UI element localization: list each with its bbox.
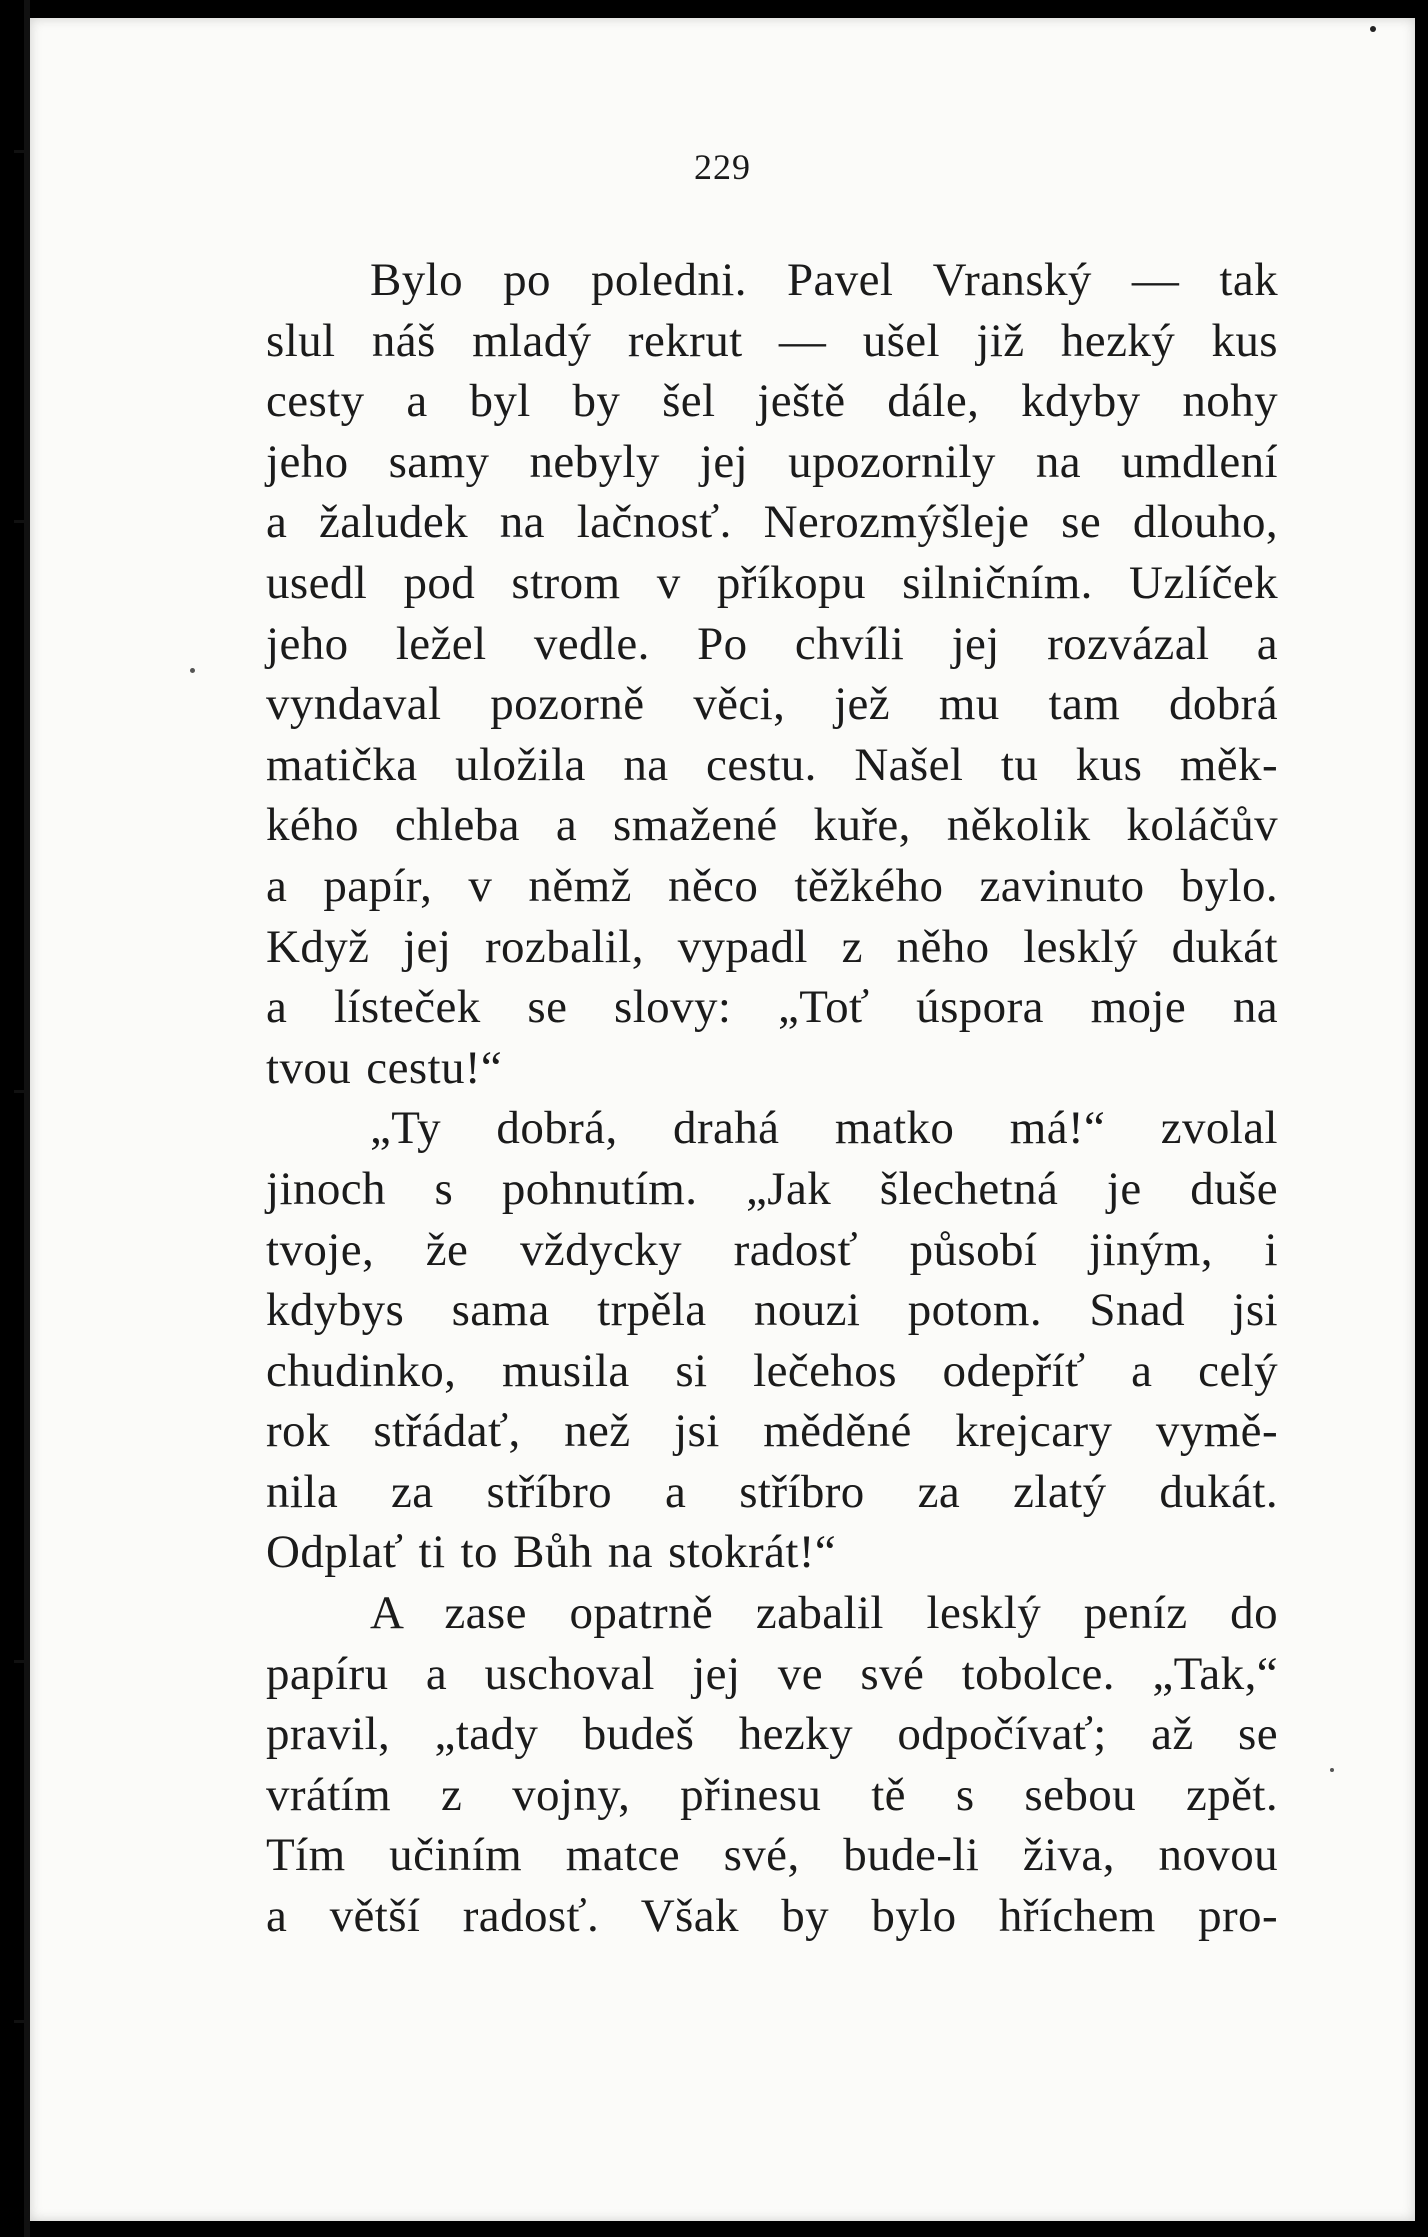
text-line: tvoje, že vždycky radosť působí jiným, i — [266, 1223, 1278, 1276]
text-line: chudinko, musila si lečehos odepříť a celý — [266, 1344, 1278, 1397]
text-line: rok střádať, než jsi měděné krejcary vymě- — [266, 1405, 1278, 1458]
text-line: vrátím z vojny, přinesu tě s sebou zpět. — [266, 1768, 1278, 1821]
text-line: a větší radosť. Však by bylo hříchem pro- — [266, 1890, 1278, 1943]
page-number: 229 — [694, 147, 751, 187]
text-line: a papír, v němž něco těžkého zavinuto bylo. — [266, 859, 1278, 912]
paper-speck — [1370, 26, 1376, 32]
text-line: a žaludek na lačnosť. Nerozmýšleje se dlouho, — [266, 496, 1278, 549]
text-line: vyndaval pozorně věci, jež mu tam dobrá — [266, 678, 1278, 731]
text-line: jeho samy nebyly jej upozornily na umdlení — [266, 435, 1278, 488]
text-line: pravil, „tady budeš hezky odpočívať; až se — [266, 1708, 1278, 1761]
text-line: jeho ležel vedle. Po chvíli jej rozvázal a — [266, 617, 1278, 670]
text-line: matička uložila na cestu. Našel tu kus měk- — [266, 738, 1278, 791]
text-line: Tím učiním matce své, bude-li živa, novou — [266, 1829, 1278, 1882]
text-line: cesty a byl by šel ještě dále, kdyby nohy — [266, 375, 1278, 428]
book-page — [30, 18, 1415, 2221]
text-line: A zase opatrně zabalil lesklý peníz do — [370, 1587, 1278, 1640]
text-line: kdybys sama trpěla nouzi potom. Snad jsi — [266, 1284, 1278, 1337]
text-line: Když jej rozbalil, vypadl z něho lesklý dukát — [266, 920, 1278, 973]
page-body-text — [266, 250, 1278, 1947]
text-line: papíru a uschoval jej ve své tobolce. „Tak,“ — [266, 1647, 1278, 1700]
text-line: Odplať ti to Bůh na stokrát!“ — [266, 1526, 837, 1579]
text-line: „Ty dobrá, drahá matko má!“ zvolal — [370, 1102, 1278, 1155]
text-line: jinoch s pohnutím. „Jak šlechetná je duše — [266, 1162, 1278, 1215]
text-line: Bylo po poledni. Pavel Vranský — tak — [370, 254, 1278, 306]
text-line: kého chleba a smažené kuře, několik koláčův — [266, 799, 1278, 852]
paper-speck — [190, 668, 195, 673]
text-line: a lísteček se slovy: „Toť úspora moje na — [266, 981, 1278, 1034]
text-line: usedl pod strom v příkopu silničním. Uzlíček — [266, 556, 1278, 609]
text-line: tvou cestu!“ — [266, 1041, 503, 1094]
paper-speck — [1330, 1768, 1334, 1772]
text-line: nila za stříbro a stříbro za zlatý dukát. — [266, 1465, 1278, 1518]
text-line: slul náš mladý rekrut — ušel již hezký kus — [266, 314, 1278, 367]
